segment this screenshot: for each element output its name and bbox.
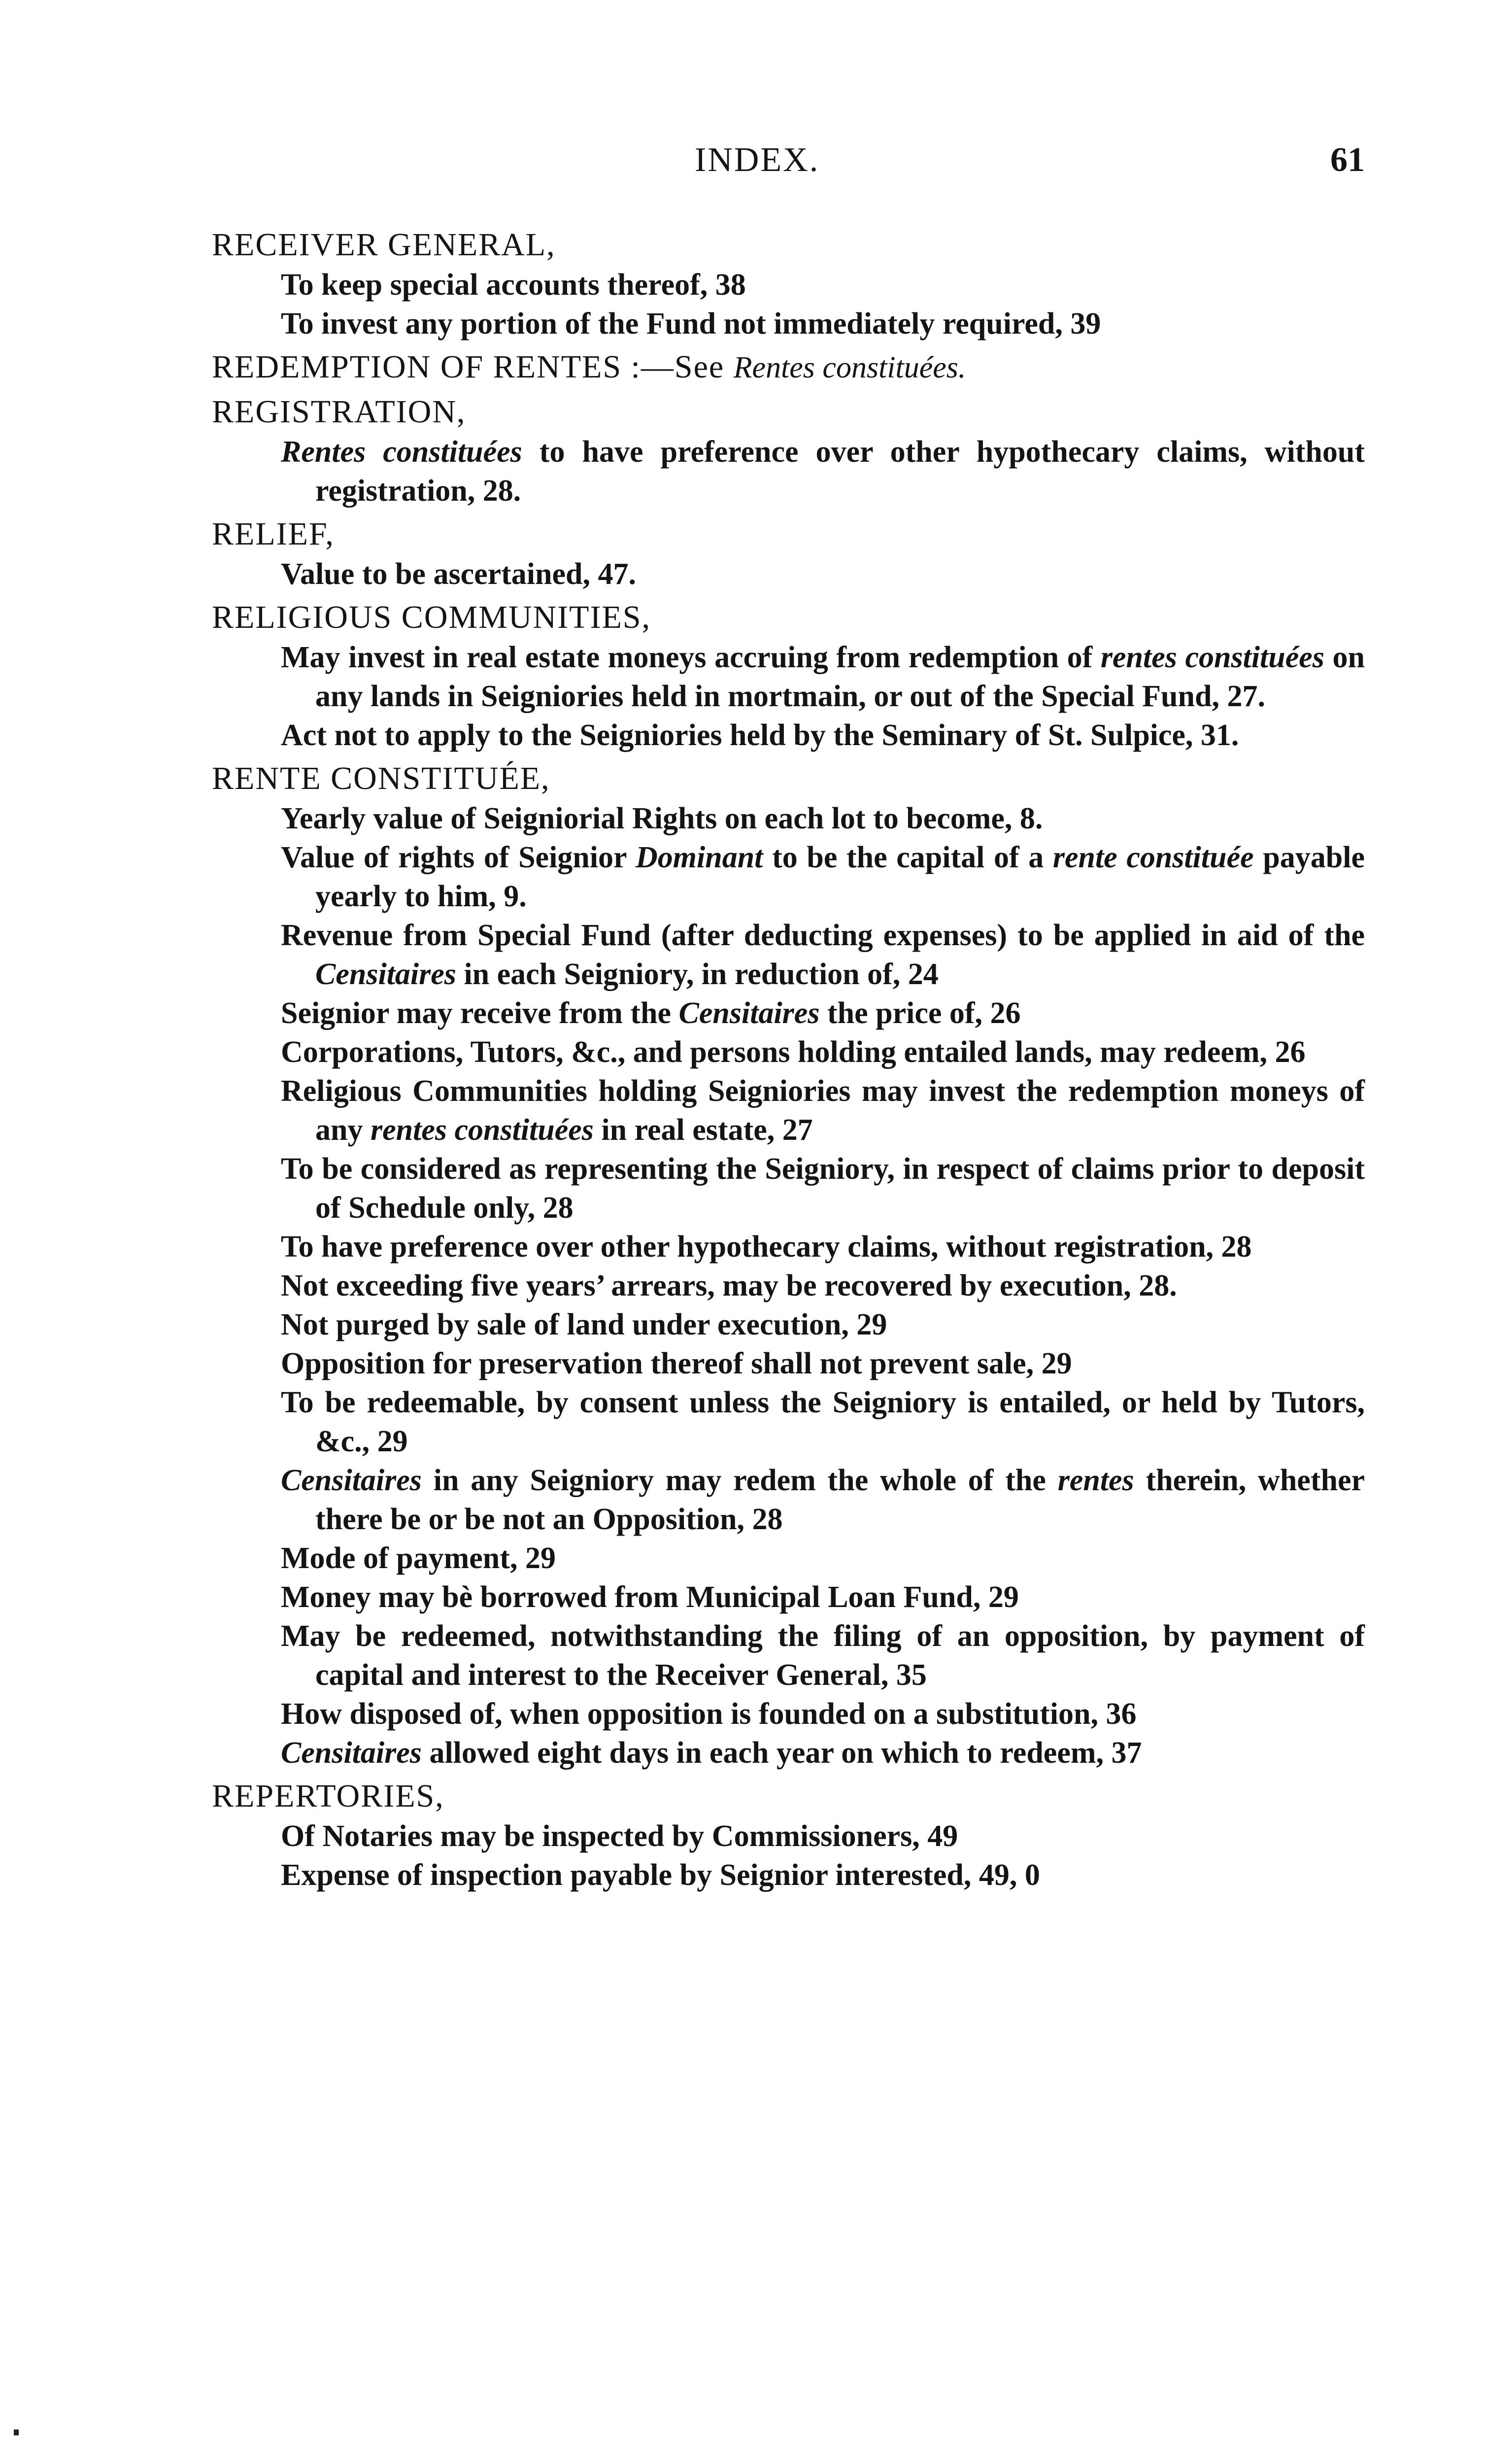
subentry [281, 716, 1365, 755]
entry-heading [212, 758, 1365, 799]
index-entry [212, 758, 1365, 1773]
running-head [212, 140, 1365, 195]
subentry [281, 638, 1365, 716]
subentry-text: Act not to apply to the Seigniories held by the Seminary of St. Sulpice, 31. [281, 719, 1239, 752]
subentry-text: To have preference over other hypothecary claims, without registration, 28 [281, 1230, 1252, 1264]
subentry [281, 1266, 1365, 1305]
entry-heading [212, 346, 1365, 388]
entry-heading-text: RELIEF, [212, 516, 335, 552]
subentry [281, 1734, 1365, 1773]
entry-heading-text: RECEIVER GENERAL, [212, 227, 556, 263]
subentry [281, 916, 1365, 994]
print-speck [14, 2430, 19, 2435]
subentry [281, 1695, 1365, 1734]
subentry-text: Corporations, Tutors, &c., and persons holding entailed lands, may redeem, 26 [281, 1035, 1306, 1069]
entry-heading [212, 224, 1365, 266]
subentry-list [212, 266, 1365, 343]
italic-term: rentes constituées [1100, 641, 1324, 674]
subentry-text: allowed eight days in each year on which to redeem, 37 [421, 1736, 1142, 1770]
entry-heading-text: REPERTORIES, [212, 1778, 444, 1814]
italic-term: rentes constituées [370, 1113, 594, 1147]
subentry-text: Yearly value of Seigniorial Rights on each lot to become, 8. [281, 802, 1043, 835]
entry-heading [212, 1776, 1365, 1817]
subentry [281, 994, 1365, 1033]
subentry-text: Value of rights of Seignior [281, 841, 636, 874]
subentry-text: in each Seigniory, in reduction of, 24 [456, 958, 939, 991]
subentry [281, 1461, 1365, 1539]
subentry-text: Of Notaries may be inspected by Commissioners, 49 [281, 1819, 958, 1853]
subentry-list [212, 433, 1365, 511]
subentry [281, 1305, 1365, 1344]
subentry [281, 266, 1365, 305]
subentry [281, 1072, 1365, 1150]
subentry-text: Religious Communities holding Seigniories may invest the redemption moneys of any [281, 1074, 1365, 1147]
subentry [281, 305, 1365, 343]
italic-term: Censitaires [281, 1464, 422, 1497]
italic-term: rentes [1057, 1464, 1134, 1497]
subentry-text: therein, whether there be or be not an Opposition, 28 [315, 1464, 1365, 1536]
subentry-text: in any Seigniory may redem the whole of the [421, 1464, 1058, 1497]
subentry-text: to be the capital of a [763, 841, 1053, 874]
subentry-text: to have preference over other hypothecary claims, without registration, 28. [315, 435, 1365, 508]
subentry [281, 1150, 1365, 1228]
subentry [281, 838, 1365, 916]
subentry [281, 1539, 1365, 1578]
subentry-text: Money may bè borrowed from Municipal Loan Fund, 29 [281, 1580, 1019, 1614]
index-entry [212, 346, 1365, 388]
subentry-text: in real estate, 27 [593, 1113, 813, 1147]
subentry [281, 1617, 1365, 1695]
italic-term: Dominant [636, 841, 763, 874]
subentry [281, 1817, 1365, 1856]
subentry-text: payable yearly to him, 9. [315, 841, 1365, 913]
subentry-text: Opposition for preservation thereof shall not prevent sale, 29 [281, 1347, 1072, 1380]
italic-term: Censitaires [281, 1736, 422, 1770]
subentry-text: Value to be ascertained, 47. [281, 557, 636, 591]
italic-term: Censitaires [678, 996, 820, 1030]
subentry [281, 1033, 1365, 1072]
subentry [281, 1856, 1365, 1895]
page-number: 61 [1330, 141, 1365, 179]
subentry-list [212, 799, 1365, 1773]
subentry-text: To keep special accounts thereof, 38 [281, 268, 746, 302]
subentry-text: Mode of payment, 29 [281, 1541, 556, 1575]
subentry [281, 1578, 1365, 1617]
subentry [281, 1383, 1365, 1461]
subentry-text: To be redeemable, by consent unless the Seigniory is entailed, or held by Tutors, &c., 29 [281, 1386, 1365, 1458]
cross-reference: Rentes constituées. [733, 351, 966, 384]
subentry-text: the price of, 26 [819, 996, 1021, 1030]
running-title: INDEX. [695, 141, 820, 179]
index-entry [212, 391, 1365, 511]
entry-heading [212, 597, 1365, 638]
entry-heading [212, 391, 1365, 433]
subentry-text: Revenue from Special Fund (after deducting expenses) to be applied in aid of the [281, 919, 1365, 952]
subentry-list [212, 638, 1365, 755]
subentry-text: Seignior may receive from the [281, 996, 679, 1030]
index-list [212, 224, 1365, 1898]
subentry [281, 1228, 1365, 1266]
entry-heading-text: RENTE CONSTITUÉE, [212, 760, 550, 796]
entry-heading-text: REGISTRATION, [212, 394, 466, 430]
subentry-list [212, 555, 1365, 594]
subentry [281, 1344, 1365, 1383]
subentry-text: May be redeemed, notwithstanding the filing of an opposition, by payment of capital and interest to the Receiver General, 35 [281, 1619, 1365, 1692]
subentry-text: on any lands in Seigniories held in mortmain, or out of the Special Fund, 27. [315, 641, 1365, 713]
index-entry [212, 1776, 1365, 1895]
italic-term: rente constituée [1052, 841, 1254, 874]
subentry-text: To be considered as representing the Seigniory, in respect of claims prior to deposit of Schedule only, 28 [281, 1152, 1365, 1225]
entry-heading-text: RELIGIOUS COMMUNITIES, [212, 599, 651, 635]
italic-term: Censitaires [315, 958, 456, 991]
subentry [281, 433, 1365, 511]
entry-heading-text: REDEMPTION OF RENTES :—See [212, 349, 734, 385]
subentry-text: May invest in real estate moneys accruing from redemption of [281, 641, 1101, 674]
index-entry [212, 513, 1365, 594]
index-entry [212, 597, 1365, 755]
index-entry [212, 224, 1365, 343]
italic-term: Rentes constituées [281, 435, 522, 469]
subentry-text: Not exceeding five years’ arrears, may be recovered by execution, 28. [281, 1269, 1177, 1302]
subentry-list [212, 1817, 1365, 1895]
entry-heading [212, 513, 1365, 555]
subentry-text: Not purged by sale of land under execution, 29 [281, 1308, 887, 1341]
subentry-text: How disposed of, when opposition is founded on a substitution, 36 [281, 1697, 1137, 1731]
subentry-text: To invest any portion of the Fund not immediately required, 39 [281, 307, 1101, 341]
subentry [281, 799, 1365, 838]
subentry [281, 555, 1365, 594]
subentry-text: Expense of inspection payable by Seignior interested, 49, 0 [281, 1858, 1040, 1892]
